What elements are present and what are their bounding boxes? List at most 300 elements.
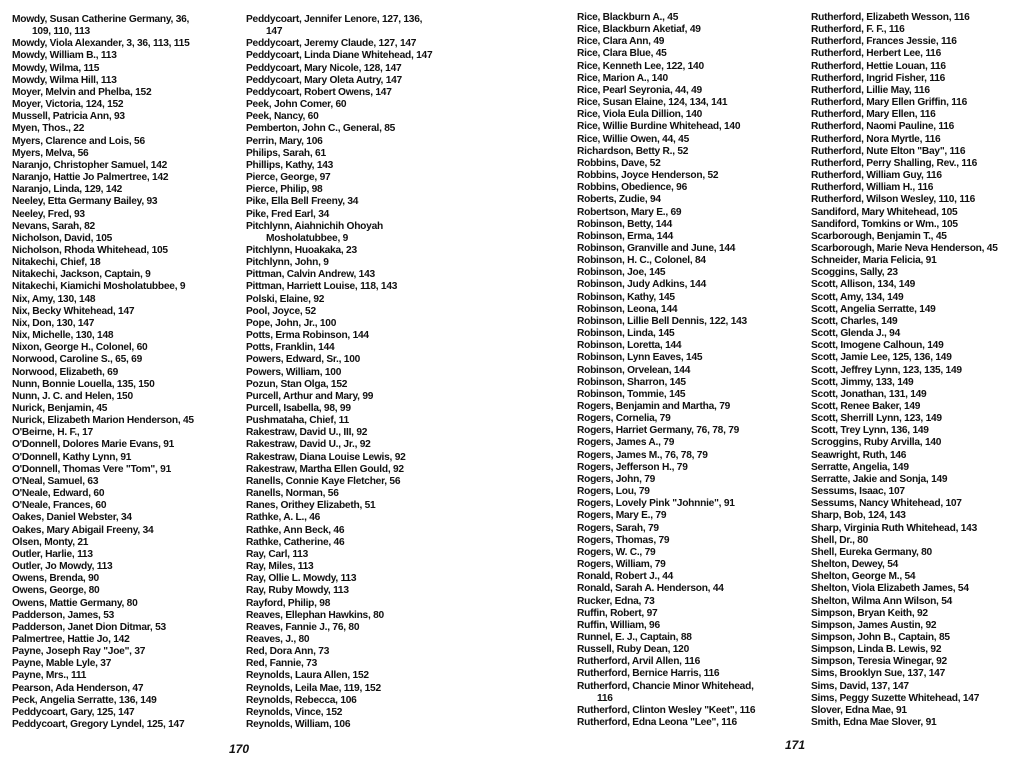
- index-entry: [12, 50, 194, 62]
- index-entry: [12, 391, 194, 403]
- index-entry: [811, 523, 998, 535]
- entry-text: Reaves, Ellephan Hawkins, 80: [246, 609, 384, 621]
- index-entry: [577, 194, 755, 206]
- index-entry: [577, 243, 755, 255]
- index-entry: [246, 111, 432, 123]
- entry-text: Peddycoart, Gregory Lyndel, 125, 147: [12, 719, 185, 731]
- entry-text: Pierce, George, 97: [246, 172, 331, 184]
- entry-text: Rutherford, Edna Leona "Lee", 116: [577, 717, 737, 729]
- index-entry: [811, 462, 998, 474]
- index-entry: [811, 377, 998, 389]
- entry-text: Pool, Joyce, 52: [246, 305, 316, 317]
- index-entry: [577, 413, 755, 425]
- index-entry: [577, 85, 755, 97]
- index-entry: [811, 510, 998, 522]
- entry-text: Mowdy, Wilma, 115: [12, 62, 100, 74]
- entry-text: Rice, Kenneth Lee, 122, 140: [577, 60, 704, 72]
- entry-text: Reynolds, Laura Allen, 152: [246, 670, 369, 682]
- index-entry: [577, 510, 755, 522]
- entry-text: Rakestraw, David U., III, 92: [246, 427, 368, 439]
- entry-text: Myers, Clarence and Lois, 56: [12, 135, 145, 147]
- index-entry: [577, 158, 755, 170]
- index-entry: [12, 136, 194, 148]
- index-entry: [12, 537, 194, 549]
- entry-text: Pike, Fred Earl, 34: [246, 208, 330, 220]
- entry-text: Robinson, Loretta, 144: [577, 340, 682, 352]
- entry-text: Nurick, Benjamin, 45: [12, 403, 108, 414]
- index-entry: [246, 87, 432, 99]
- entry-text: Powers, Edward, Sr., 100: [246, 354, 361, 366]
- entry-text: Pemberton, John C., General, 85: [246, 123, 396, 135]
- index-entry: [12, 549, 194, 561]
- entry-text: Ranes, Orithey Elizabeth, 51: [246, 500, 376, 512]
- entry-text: Nevans, Sarah, 82: [12, 220, 95, 232]
- entry-text: Potts, Franklin, 144: [246, 342, 335, 354]
- index-entry: [246, 148, 432, 160]
- index-entry: [246, 269, 432, 281]
- entry-text: Robinson, Sharron, 145: [577, 376, 686, 388]
- entry-text: Robbins, Dave, 52: [577, 157, 661, 169]
- index-entry: [246, 695, 432, 707]
- index-entry: [811, 328, 998, 340]
- index-entry: [12, 634, 194, 646]
- index-entry: [577, 182, 755, 194]
- entry-text: Pierce, Philip, 98: [246, 184, 323, 196]
- index-entry: [246, 500, 432, 512]
- index-entry: [246, 512, 432, 524]
- index-entry: [12, 585, 194, 597]
- entry-text: Reynolds, William, 106: [246, 719, 351, 731]
- index-entry: [577, 547, 755, 559]
- entry-text: Pushmataha, Chief, 11: [246, 415, 349, 427]
- index-entry: [12, 160, 194, 172]
- index-entry: [246, 707, 432, 719]
- index-entry: [246, 525, 432, 537]
- entry-text: Robertson, Mary E., 69: [577, 206, 682, 218]
- index-entry: [811, 243, 998, 255]
- index-entry: [12, 99, 194, 111]
- entry-text: Simpson, Bryan Keith, 92: [811, 607, 928, 619]
- index-entry: [577, 279, 755, 291]
- entry-text: Nitakechi, Chief, 18: [12, 257, 101, 269]
- index-entry: [811, 158, 998, 170]
- index-entry: [12, 172, 194, 184]
- index-entry: [811, 559, 998, 571]
- entry-text: Robinson, Orvelean, 144: [577, 364, 691, 376]
- index-entry: [577, 304, 755, 316]
- entry-text: Rogers, Sarah, 79: [577, 522, 659, 534]
- entry-text: Purcell, Isabella, 98, 99: [246, 403, 351, 414]
- entry-text: Robbins, Joyce Henderson, 52: [577, 170, 719, 182]
- index-entry: [246, 537, 432, 549]
- index-entry: [12, 707, 194, 719]
- entry-text: Mowdy, Viola Alexander, 3, 36, 113, 115: [12, 38, 190, 50]
- entry-text: Pearson, Ada Henderson, 47: [12, 682, 144, 694]
- entry-text: Pope, John, Jr., 100: [246, 317, 337, 329]
- entry-text: Slover, Edna Mae, 91: [811, 704, 907, 716]
- entry-text: Rakestraw, Martha Ellen Gould, 92: [246, 463, 404, 475]
- entry-text: Pittman, Harriett Louise, 118, 143: [246, 281, 398, 293]
- index-entry: [246, 342, 432, 354]
- entry-text: Naranjo, Hattie Jo Palmertree, 142: [12, 172, 169, 184]
- entry-text: Ronald, Robert J., 44: [577, 571, 674, 583]
- index-entry: [12, 63, 194, 75]
- index-entry: [12, 87, 194, 99]
- index-entry: [12, 354, 194, 366]
- index-entry: [577, 596, 755, 608]
- entry-text: Rutherford, Frances Jessie, 116: [811, 36, 957, 48]
- entry-text: Polski, Elaine, 92: [246, 293, 325, 305]
- entry-text: Rathke, Ann Beck, 46: [246, 524, 345, 536]
- index-entry: [12, 439, 194, 451]
- entry-text: Peddycoart, Robert Owens, 147: [246, 86, 392, 98]
- index-entry: [577, 255, 755, 267]
- entry-text: Reynolds, Rebecca, 106: [246, 694, 357, 706]
- index-entry: [246, 719, 432, 731]
- entry-text: Rathke, A. L., 46: [246, 512, 321, 524]
- entry-text: Rice, Marion A., 140: [577, 72, 668, 84]
- index-entry: [12, 342, 194, 354]
- entry-text: Rutherford, William H., 116: [811, 182, 934, 194]
- entry-text: Scarborough, Benjamin T., 45: [811, 230, 947, 242]
- index-entry: [246, 367, 432, 379]
- entry-text: Perrin, Mary, 106: [246, 135, 323, 147]
- entry-text: Neeley, Fred, 93: [12, 208, 85, 220]
- index-entry: [811, 583, 998, 595]
- index-entry: [811, 571, 998, 583]
- entry-text: O'Donnell, Dolores Marie Evans, 91: [12, 439, 175, 451]
- index-entry: [246, 379, 432, 391]
- index-entry: [12, 14, 194, 38]
- index-entry: [246, 63, 432, 75]
- index-entry: [12, 695, 194, 707]
- entry-text: Simpson, John B., Captain, 85: [811, 631, 950, 643]
- index-entry: [12, 500, 194, 512]
- entry-text: Reynolds, Leila Mae, 119, 152: [246, 682, 381, 694]
- entry-text: Rogers, James A., 79: [577, 437, 675, 449]
- index-entry: [577, 644, 755, 656]
- entry-text: O'Donnell, Kathy Lynn, 91: [12, 451, 132, 463]
- entry-text: Scroggins, Ruby Arvilla, 140: [811, 437, 942, 449]
- entry-text: Robinson, Tommie, 145: [577, 388, 686, 400]
- entry-text: Simpson, Teresia Winegar, 92: [811, 656, 947, 668]
- entry-text: Rakestraw, Diana Louise Lewis, 92: [246, 451, 406, 463]
- entry-text: Reynolds, Vince, 152: [246, 706, 343, 718]
- index-entry: [577, 316, 755, 328]
- entry-text: Scott, Angelia Serratte, 149: [811, 303, 936, 315]
- entry-text: Moyer, Victoria, 124, 152: [12, 99, 124, 111]
- entry-text: Pitchlynn, Aiahnichih Ohoyah: [246, 220, 383, 232]
- entry-text: Nix, Amy, 130, 148: [12, 293, 96, 305]
- entry-text: Ranells, Connie Kaye Fletcher, 56: [246, 475, 401, 487]
- entry-text: Peddycoart, Mary Nicole, 128, 147: [246, 62, 402, 74]
- index-entry: [12, 379, 194, 391]
- entry-text: Scoggins, Sally, 23: [811, 267, 898, 279]
- entry-text: Peck, Angelia Serratte, 136, 149: [12, 694, 157, 706]
- index-entry: [811, 389, 998, 401]
- entry-text: Payne, Mable Lyle, 37: [12, 658, 112, 670]
- index-entry: [246, 610, 432, 622]
- entry-text: O'Beirne, H. F., 17: [12, 427, 93, 439]
- index-entry: [577, 523, 755, 535]
- index-entry: [811, 85, 998, 97]
- index-entry: [577, 668, 755, 680]
- entry-text: Norwood, Caroline S., 65, 69: [12, 354, 142, 366]
- entry-text: O'Neale, Edward, 60: [12, 488, 105, 500]
- index-entry: [811, 48, 998, 60]
- entry-text: Nitakechi, Kiamichi Mosholatubbee, 9: [12, 281, 186, 293]
- entry-text: Nix, Don, 130, 147: [12, 317, 95, 329]
- entry-text: Rayford, Philip, 98: [246, 597, 331, 609]
- index-column-4: [811, 12, 998, 729]
- entry-text: Serratte, Jakie and Sonja, 149: [811, 473, 948, 485]
- index-entry: [12, 233, 194, 245]
- entry-text: Robinson, H. C., Colonel, 84: [577, 255, 706, 267]
- entry-text: Scott, Jeffrey Lynn, 123, 135, 149: [811, 364, 962, 376]
- index-entry: [577, 231, 755, 243]
- index-entry: [12, 294, 194, 306]
- index-entry: [811, 632, 998, 644]
- index-entry: [811, 207, 998, 219]
- index-entry: [246, 683, 432, 695]
- entry-text: Rutherford, Wilson Wesley, 110, 116: [811, 194, 976, 206]
- entry-text: Pittman, Calvin Andrew, 143: [246, 269, 375, 281]
- index-entry: [577, 170, 755, 182]
- index-entry: [577, 535, 755, 547]
- entry-text: Ronald, Sarah A. Henderson, 44: [577, 583, 724, 595]
- index-entry: [577, 705, 755, 717]
- entry-text: Sims, Peggy Suzette Whitehead, 147: [811, 692, 980, 704]
- index-entry: [811, 681, 998, 693]
- entry-text: Scott, Renee Baker, 149: [811, 401, 921, 412]
- index-column-1: [12, 14, 194, 731]
- entry-text: Scott, Jamie Lee, 125, 136, 149: [811, 352, 952, 364]
- entry-text: Rutherford, Bernice Harris, 116: [577, 668, 720, 680]
- entry-text: Robinson, Erma, 144: [577, 230, 674, 242]
- index-entry: [246, 585, 432, 597]
- index-entry: [246, 184, 432, 196]
- index-entry: [12, 610, 194, 622]
- index-entry: [811, 352, 998, 364]
- index-entry: [577, 656, 755, 668]
- index-entry: [811, 705, 998, 717]
- index-entry: [577, 207, 755, 219]
- index-entry: [811, 194, 998, 206]
- index-entry: [246, 598, 432, 610]
- entry-text: Rice, Pearl Seyronia, 44, 49: [577, 84, 702, 96]
- entry-text: Peek, John Comer, 60: [246, 99, 347, 111]
- entry-continuation: 147: [266, 26, 283, 38]
- index-entry: [12, 281, 194, 293]
- index-entry: [811, 656, 998, 668]
- index-entry: [811, 535, 998, 547]
- index-entry: [811, 134, 998, 146]
- index-entry: [12, 318, 194, 330]
- index-entry: [811, 24, 998, 36]
- entry-text: Pozun, Stan Olga, 152: [246, 378, 348, 390]
- index-entry: [246, 622, 432, 634]
- index-entry: [811, 413, 998, 425]
- entry-text: Ranells, Norman, 56: [246, 488, 339, 500]
- entry-text: Palmertree, Hattie Jo, 142: [12, 633, 130, 645]
- index-entry: [246, 427, 432, 439]
- index-entry: [577, 267, 755, 279]
- entry-text: Pitchlynn, John, 9: [246, 257, 329, 269]
- index-entry: [577, 61, 755, 73]
- entry-continuation: 109, 110, 113: [32, 26, 90, 38]
- index-entry: [246, 123, 432, 135]
- index-entry: [577, 620, 755, 632]
- entry-text: Sims, Brooklyn Sue, 137, 147: [811, 668, 945, 680]
- index-entry: [577, 109, 755, 121]
- entry-text: Shell, Dr., 80: [811, 534, 869, 546]
- entry-text: Rogers, Mary E., 79: [577, 510, 667, 522]
- index-entry: [12, 622, 194, 634]
- index-entry: [246, 14, 432, 38]
- entry-text: Shell, Eureka Germany, 80: [811, 546, 932, 558]
- index-entry: [12, 306, 194, 318]
- entry-text: Shelton, Wilma Ann Wilson, 54: [811, 595, 953, 607]
- entry-text: Sharp, Virginia Ruth Whitehead, 143: [811, 522, 977, 534]
- index-entry: [577, 352, 755, 364]
- entry-text: Rutherford, Mary Ellen, 116: [811, 109, 936, 121]
- index-entry: [577, 559, 755, 571]
- index-entry: [811, 255, 998, 267]
- entry-text: Robinson, Judy Adkins, 144: [577, 279, 706, 291]
- index-entry: [12, 269, 194, 281]
- index-entry: [12, 452, 194, 464]
- entry-text: Owens, George, 80: [12, 585, 100, 597]
- entry-text: Myen, Thos., 22: [12, 123, 85, 135]
- entry-text: Mowdy, William B., 113: [12, 50, 117, 62]
- index-entry: [811, 401, 998, 413]
- entry-text: Reaves, Fannie J., 76, 80: [246, 621, 360, 633]
- index-entry: [246, 415, 432, 427]
- index-entry: [12, 209, 194, 221]
- entry-text: Scott, Imogene Calhoun, 149: [811, 340, 944, 352]
- index-entry: [577, 437, 755, 449]
- index-entry: [12, 719, 194, 731]
- index-entry: [811, 437, 998, 449]
- index-entry: [811, 450, 998, 462]
- entry-text: Russell, Ruby Dean, 120: [577, 644, 690, 656]
- entry-text: Phillips, Kathy, 143: [246, 159, 334, 171]
- index-entry: [811, 36, 998, 48]
- entry-text: Rogers, Benjamin and Martha, 79: [577, 401, 731, 412]
- index-entry: [246, 160, 432, 172]
- entry-text: Powers, William, 100: [246, 366, 342, 378]
- entry-text: Rutherford, William Guy, 116: [811, 170, 942, 182]
- index-entry: [811, 316, 998, 328]
- entry-text: Ruffin, Robert, 97: [577, 607, 658, 619]
- entry-text: Peddycoart, Mary Oleta Autry, 147: [246, 74, 402, 86]
- entry-text: Richardson, Betty R., 52: [577, 145, 689, 157]
- entry-text: Nix, Michelle, 130, 148: [12, 330, 114, 342]
- entry-text: Reaves, J., 80: [246, 633, 310, 645]
- entry-text: Rutherford, Lillie May, 116: [811, 84, 930, 96]
- index-entry: [577, 134, 755, 146]
- entry-text: Rutherford, Nute Elton "Bay", 116: [811, 145, 966, 157]
- index-entry: [577, 571, 755, 583]
- index-entry: [577, 401, 755, 413]
- index-entry: [12, 148, 194, 160]
- entry-text: Rice, Willie Owen, 44, 45: [577, 133, 689, 145]
- entry-text: Robbins, Obedience, 96: [577, 182, 687, 194]
- entry-text: Rogers, Cornelia, 79: [577, 413, 671, 425]
- entry-text: Robinson, Lynn Eaves, 145: [577, 352, 703, 364]
- entry-text: Rogers, Thomas, 79: [577, 534, 670, 546]
- entry-text: Scott, Trey Lynn, 136, 149: [811, 425, 929, 437]
- entry-text: Rutherford, Clinton Wesley "Keet", 116: [577, 704, 756, 716]
- entry-text: Scarborough, Marie Neva Henderson, 45: [811, 242, 998, 254]
- entry-text: Scott, Jimmy, 133, 149: [811, 376, 914, 388]
- index-entry: [811, 547, 998, 559]
- index-column-3: [577, 12, 755, 729]
- entry-text: Rogers, Lou, 79: [577, 486, 650, 498]
- entry-text: Pike, Ella Bell Freeny, 34: [246, 196, 359, 208]
- index-entry: [811, 596, 998, 608]
- entry-text: Red, Fannie, 73: [246, 658, 317, 670]
- index-entry: [246, 306, 432, 318]
- entry-text: Sessums, Isaac, 107: [811, 486, 905, 498]
- index-entry: [811, 279, 998, 291]
- entry-text: Red, Dora Ann, 73: [246, 646, 330, 658]
- entry-text: Robinson, Joe, 145: [577, 267, 666, 279]
- entry-text: Sessums, Nancy Whitehead, 107: [811, 498, 962, 510]
- entry-text: Mowdy, Susan Catherine Germany, 36,: [12, 14, 190, 25]
- entry-text: Rakestraw, David U., Jr., 92: [246, 439, 371, 451]
- entry-text: Scott, Jonathan, 131, 149: [811, 388, 927, 400]
- index-entry: [246, 573, 432, 585]
- index-entry: [811, 644, 998, 656]
- entry-text: Ruffin, William, 96: [577, 619, 660, 631]
- index-entry: [577, 717, 755, 729]
- index-entry: [12, 512, 194, 524]
- page-number-right: 171: [785, 738, 806, 752]
- entry-text: Norwood, Elizabeth, 69: [12, 366, 119, 378]
- entry-text: Rutherford, Perry Shalling, Rev., 116: [811, 157, 978, 169]
- index-entry: [811, 693, 998, 705]
- entry-text: Shelton, George M., 54: [811, 571, 916, 583]
- entry-text: Serratte, Angelia, 149: [811, 461, 909, 473]
- index-entry: [811, 717, 998, 729]
- index-entry: [577, 121, 755, 133]
- index-entry: [811, 340, 998, 352]
- entry-text: Smith, Edna Mae Slover, 91: [811, 717, 937, 729]
- entry-text: Rutherford, Mary Ellen Griffin, 116: [811, 97, 967, 109]
- entry-text: Rutherford, Arvil Allen, 116: [577, 656, 701, 668]
- index-entry: [811, 146, 998, 158]
- entry-text: Nicholson, Rhoda Whitehead, 105: [12, 244, 168, 256]
- index-entry: [12, 658, 194, 670]
- index-entry: [577, 48, 755, 60]
- index-entry: [12, 476, 194, 488]
- index-entry: [246, 196, 432, 208]
- index-entry: [811, 474, 998, 486]
- index-entry: [577, 389, 755, 401]
- index-entry: [246, 281, 432, 293]
- entry-text: Scott, Glenda J., 94: [811, 328, 900, 340]
- index-entry: [12, 646, 194, 658]
- entry-text: Payne, Joseph Ray "Joe", 37: [12, 646, 146, 658]
- index-entry: [811, 304, 998, 316]
- index-entry: [577, 292, 755, 304]
- index-entry: [246, 99, 432, 111]
- index-entry: [246, 221, 432, 245]
- entry-text: Nitakechi, Jackson, Captain, 9: [12, 269, 151, 281]
- entry-text: Nunn, Bonnie Louella, 135, 150: [12, 378, 155, 390]
- index-entry: [12, 427, 194, 439]
